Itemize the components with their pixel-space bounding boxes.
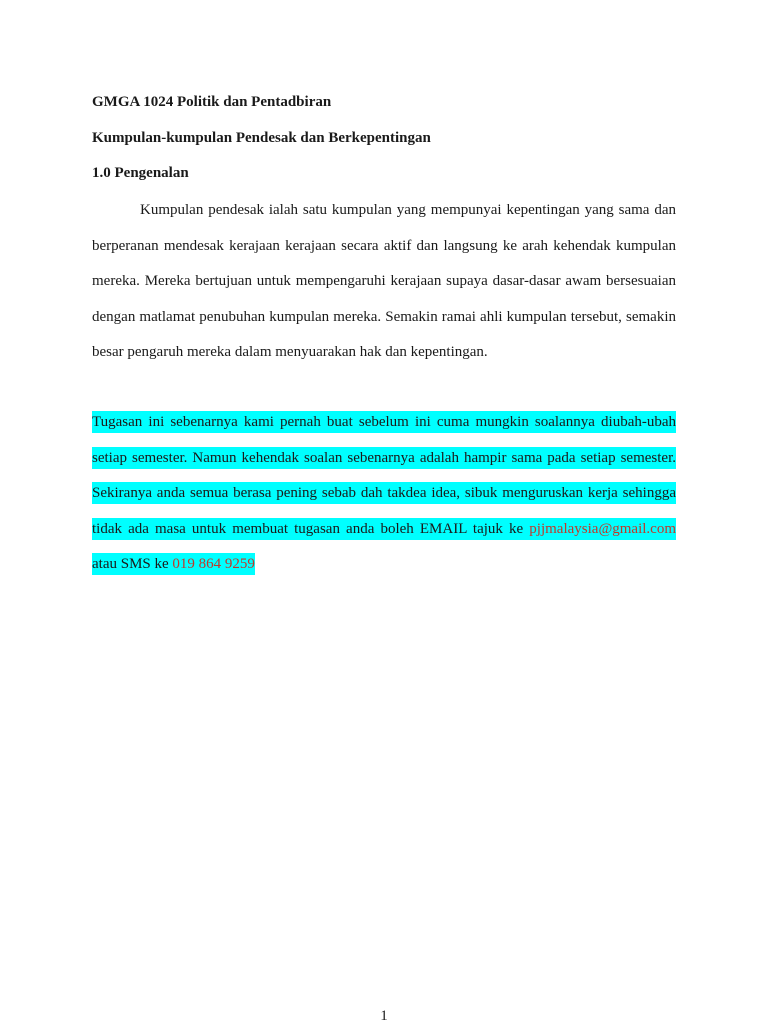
sms-prefix: atau SMS ke — [92, 553, 169, 575]
email-link[interactable]: pjjmalaysia@gmail.com — [529, 518, 676, 540]
section-heading: 1.0 Pengenalan — [92, 165, 189, 181]
page-number: 1 — [380, 1008, 388, 1024]
note-text: Tugasan ini sebenarnya kami pernah buat sebelum ini cuma mungkin soalannya diubah-ubah setiap semester. Namun kehendak soalan sebenarnya adalah hampir sama pada setiap semester. Sekiranya anda semua berasa pening sebab dah takdea idea, sibuk menguruskan kerja sehingga tidak ada masa untuk membuat tugasan anda boleh EMAIL tajuk ke — [92, 411, 676, 540]
intro-paragraph: Kumpulan pendesak ialah satu kumpulan yang mempunyai kepentingan yang sama dan berperanan mendesak kerajaan kerajaan secara aktif dan langsung ke arah kehendak kumpulan mereka. Mereka bertujuan untuk mempengaruhi kerajaan supaya dasar-dasar awam bersesuaian dengan matlamat penubuhan kumpulan mereka. Semakin ramai ahli kumpulan tersebut, semakin besar pengaruh mereka dalam menyuarakan hak dan kepentingan. — [92, 202, 676, 361]
highlighted-note — [92, 405, 676, 583]
course-title: GMGA 1024 Politik dan Pentadbiran — [92, 94, 332, 110]
phone-number: 019 864 9259 — [172, 553, 255, 575]
document-subtitle: Kumpulan-kumpulan Pendesak dan Berkepentingan — [92, 130, 431, 146]
